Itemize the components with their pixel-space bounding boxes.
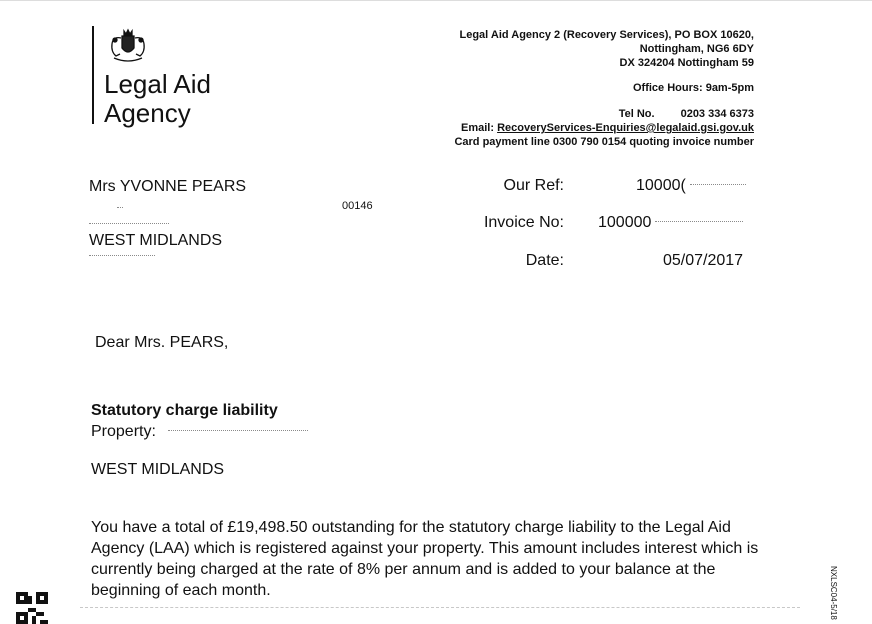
- recipient-address: [89, 176, 246, 268]
- property-region: WEST MIDLANDS: [91, 461, 225, 478]
- agency-logo-text: [104, 70, 211, 128]
- email-line: [454, 121, 754, 135]
- letter-subject: Statutory charge liability: [91, 402, 278, 419]
- mailing-code: 00146: [342, 200, 373, 212]
- card-payment-line: Card payment line 0300 790 0154 quoting invoice number: [454, 136, 754, 148]
- property-redacted: [168, 430, 308, 433]
- invoice-value: 100000: [598, 214, 743, 232]
- address-line-2: Nottingham, NG6 6DY: [639, 43, 754, 55]
- email-label: Email:: [461, 122, 495, 134]
- tel-label: Tel No.: [618, 108, 655, 120]
- property-label: Property:: [91, 423, 156, 440]
- logo-divider: [92, 26, 94, 124]
- agency-address: [460, 28, 755, 70]
- salutation: Dear Mrs. PEARS,: [95, 334, 229, 351]
- telephone-line: [454, 107, 754, 121]
- invoice-label: Invoice No:: [483, 214, 564, 231]
- email-link[interactable]: RecoveryServices-Enquiries@legalaid.gsi.gov.uk: [497, 122, 754, 134]
- page-edge: [0, 0, 872, 1]
- date-value: 05/07/2017: [663, 252, 744, 269]
- office-hours: Office Hours: 9am-5pm: [632, 82, 754, 94]
- date-label: Date:: [525, 252, 564, 269]
- qr-code-icon: [16, 592, 48, 624]
- balance-paragraph: You have a total of £19,498.50 outstanding for the statutory charge liability to the Legal Aid Agency (LAA) which is registered against your property. This amount includes interest which is currently being charged at the rate of 8% per annum and is added to your balance at the beginning of each month.: [91, 519, 759, 599]
- agency-contact: [454, 107, 754, 149]
- our-ref-value: 10000(: [636, 177, 746, 195]
- our-ref-label: Our Ref:: [503, 177, 564, 194]
- logo-line-1: Legal Aid: [104, 69, 211, 99]
- tel-value: 0203 334 6373: [680, 108, 754, 120]
- logo-line-2: Agency: [104, 98, 191, 128]
- royal-crest-icon: [104, 26, 152, 66]
- property-line: [91, 423, 308, 441]
- address-line-3: DX 324204 Nottingham 59: [619, 57, 754, 69]
- recipient-name: Mrs YVONNE PEARS: [89, 178, 247, 195]
- document-side-code: NXLSC04-5/18: [829, 566, 838, 620]
- recipient-region: WEST MIDLANDS: [89, 232, 223, 249]
- address-line-1: Legal Aid Agency 2 (Recovery Services), PO BOX 10620,: [459, 29, 754, 41]
- scan-artefact-line: [80, 607, 800, 608]
